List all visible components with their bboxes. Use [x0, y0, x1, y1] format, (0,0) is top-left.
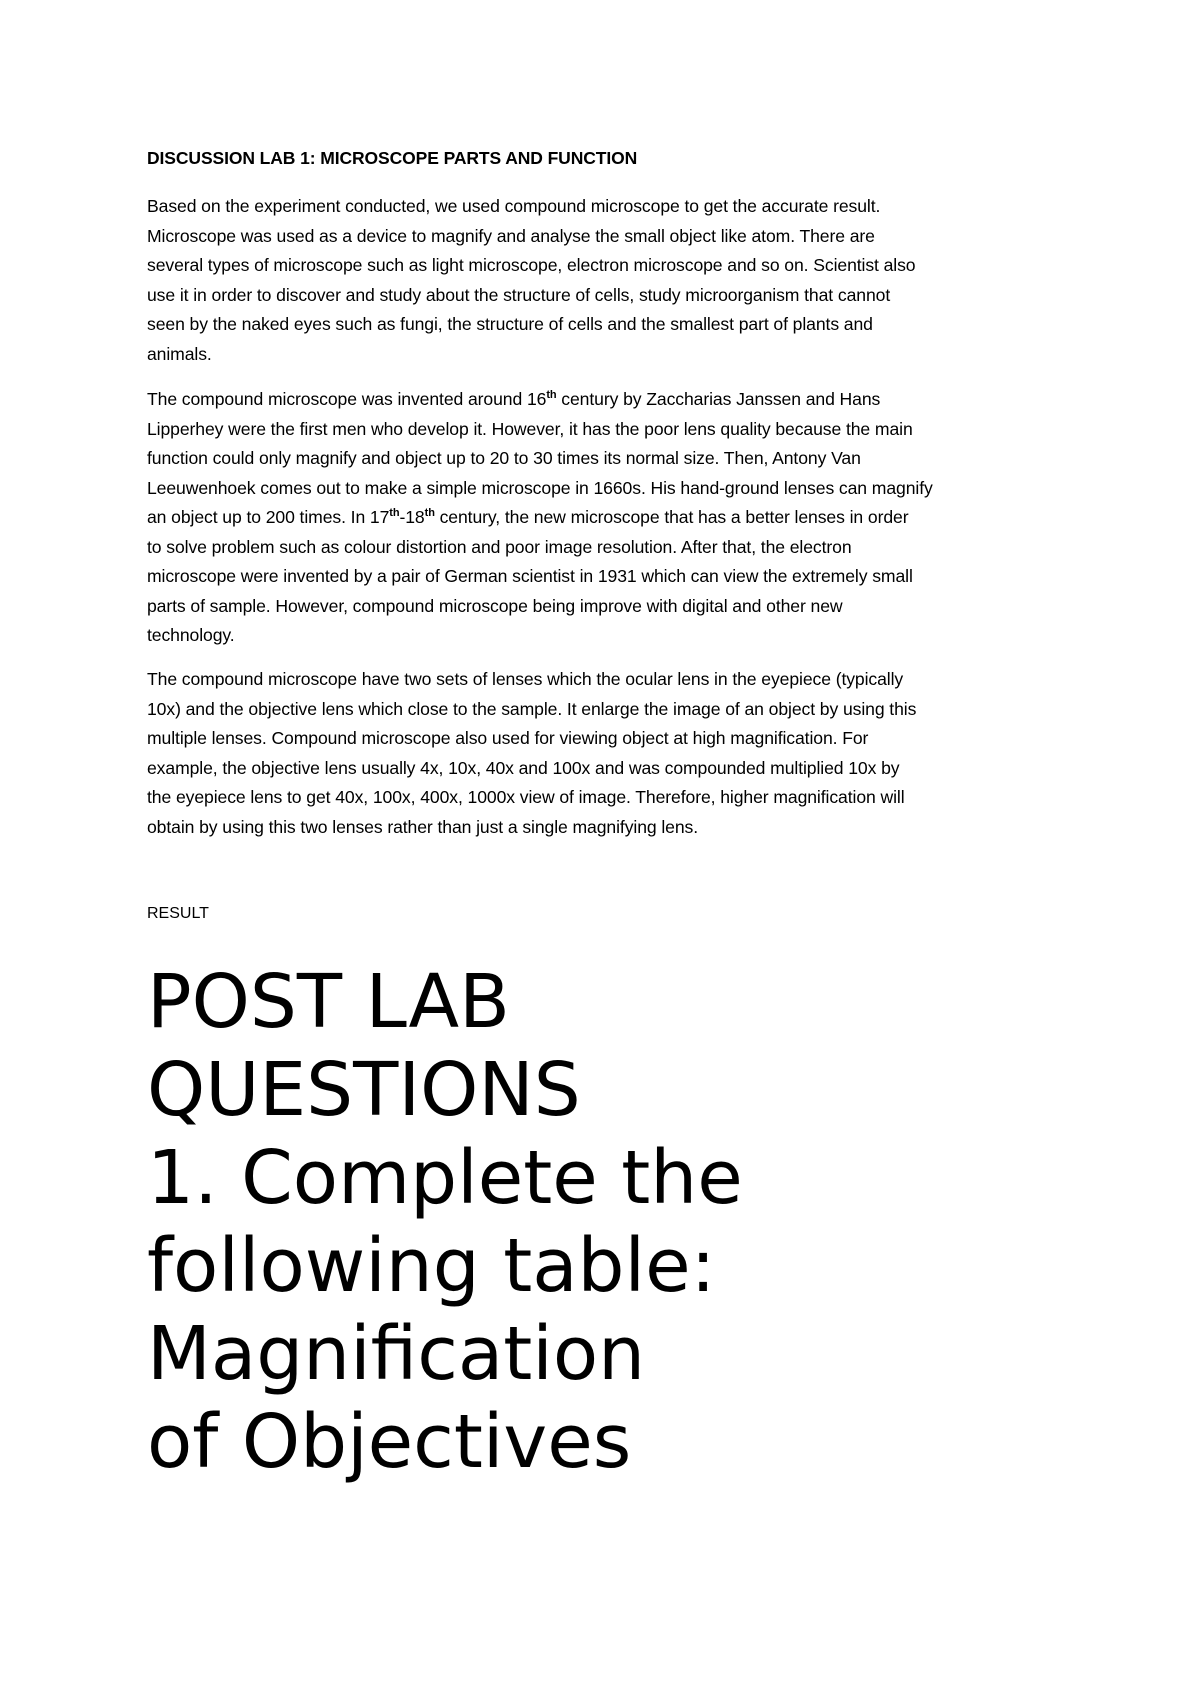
paragraph-line: to solve problem such as colour distortion and poor image resolution. After that, the electron [147, 536, 852, 557]
paragraph-line: The compound microscope have two sets of lenses which the ocular lens in the eyepiece (typically [147, 669, 904, 689]
paragraph-line: the eyepiece lens to get 40x, 100x, 400x, 1000x view of image. Therefore, higher magnification will [147, 787, 905, 807]
paragraph-line: technology. [147, 625, 235, 645]
post-lab-line: 1. Complete the [147, 1135, 743, 1221]
post-lab-line: of Objectives [147, 1399, 632, 1485]
paragraph-2 [147, 385, 1077, 651]
post-lab-title [147, 958, 743, 1486]
result-label: RESULT [147, 905, 209, 922]
paragraph-3 [147, 665, 1077, 842]
paragraph-line: seen by the naked eyes such as fungi, the structure of cells and the smallest part of plants and [147, 314, 873, 334]
paragraph-line: multiple lenses. Compound microscope also used for viewing object at high magnification. For [147, 728, 869, 748]
paragraph-line: Based on the experiment conducted, we used compound microscope to get the accurate result. [147, 196, 881, 216]
discussion-heading: DISCUSSION LAB 1: MICROSCOPE PARTS AND FUNCTION [147, 148, 638, 168]
paragraph-line: function could only magnify and object up to 20 to 30 times its normal size. Then, Antony Van [147, 448, 861, 468]
paragraph-line: microscope were invented by a pair of German scientist in 1931 which can view the extremely small [147, 566, 913, 586]
post-lab-line: POST LAB [147, 959, 510, 1045]
paragraph-line: Lipperhey were the first men who develop it. However, it has the poor lens quality because the main [147, 418, 913, 439]
paragraph-line: The compound microscope was invented around 16th century by Zaccharias Janssen and Hans [147, 389, 881, 409]
paragraph-line: obtain by using this two lenses rather than just a single magnifying lens. [147, 816, 699, 837]
paragraph-line: animals. [147, 343, 212, 364]
paragraph-line: use it in order to discover and study about the structure of cells, study microorganism that cannot [147, 284, 891, 305]
paragraph-line: parts of sample. However, compound microscope being improve with digital and other new [147, 595, 843, 616]
post-lab-line: QUESTIONS [147, 1047, 581, 1133]
paragraph-line: 10x) and the objective lens which close to the sample. It enlarge the image of an object by using this [147, 698, 917, 719]
paragraph-line: Leeuwenhoek comes out to make a simple microscope in 1660s. His hand-ground lenses can magnify [147, 477, 933, 498]
paragraph-line: an object up to 200 times. In 17th-18th century, the new microscope that has a better lenses in order [147, 507, 909, 527]
post-lab-line: Magnification [147, 1311, 646, 1397]
post-lab-line: following table: [147, 1223, 716, 1309]
paragraph-1 [147, 192, 1077, 369]
paragraph-line: Microscope was used as a device to magnify and analyse the small object like atom. There are [147, 225, 875, 246]
paragraph-line: example, the objective lens usually 4x, 10x, 40x and 100x and was compounded multiplied 10x by [147, 757, 900, 778]
paragraph-line: several types of microscope such as light microscope, electron microscope and so on. Scientist also [147, 255, 916, 275]
